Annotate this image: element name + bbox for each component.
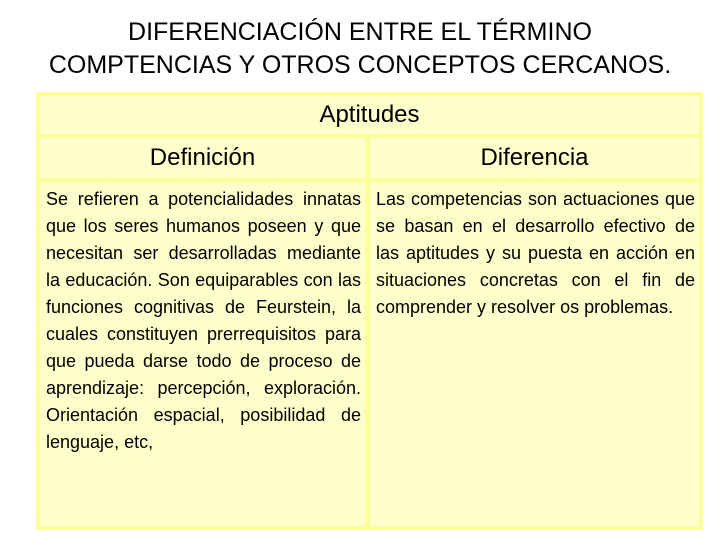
table-cell-definicion (40, 182, 365, 526)
comparison-table (36, 92, 703, 530)
slide-title-line-1: DIFERENCIACIÓN ENTRE EL TÉRMINO (128, 18, 592, 46)
diferencia-text: Las competencias son actuaciones que se basan en el desarrollo efectivo de las aptitudes y su puesta en acción en situaciones concretas con el fin de comprender y resolver os problemas. (376, 189, 695, 317)
slide-title-line-2: COMPTENCIAS Y OTROS CONCEPTOS CERCANOS. (48, 51, 672, 79)
column-header-definicion: Definición (40, 138, 365, 178)
table-header-aptitudes: Aptitudes (40, 96, 699, 134)
slide-title (0, 16, 720, 82)
table-cell-diferencia (370, 182, 699, 526)
definicion-text: Se refieren a potencialidades innatas que los seres humanos poseen y que necesitan ser desarrolladas mediante la educación. Son equiparables con las funciones cognitivas de Feurstein, la cuales constituyen prerrequisitos para que pueda darse todo de proceso de aprendizaje: percepción, exploración. Orientación espacial, posibilidad de lenguaje, etc, (46, 189, 361, 452)
column-header-diferencia: Diferencia (370, 138, 699, 178)
